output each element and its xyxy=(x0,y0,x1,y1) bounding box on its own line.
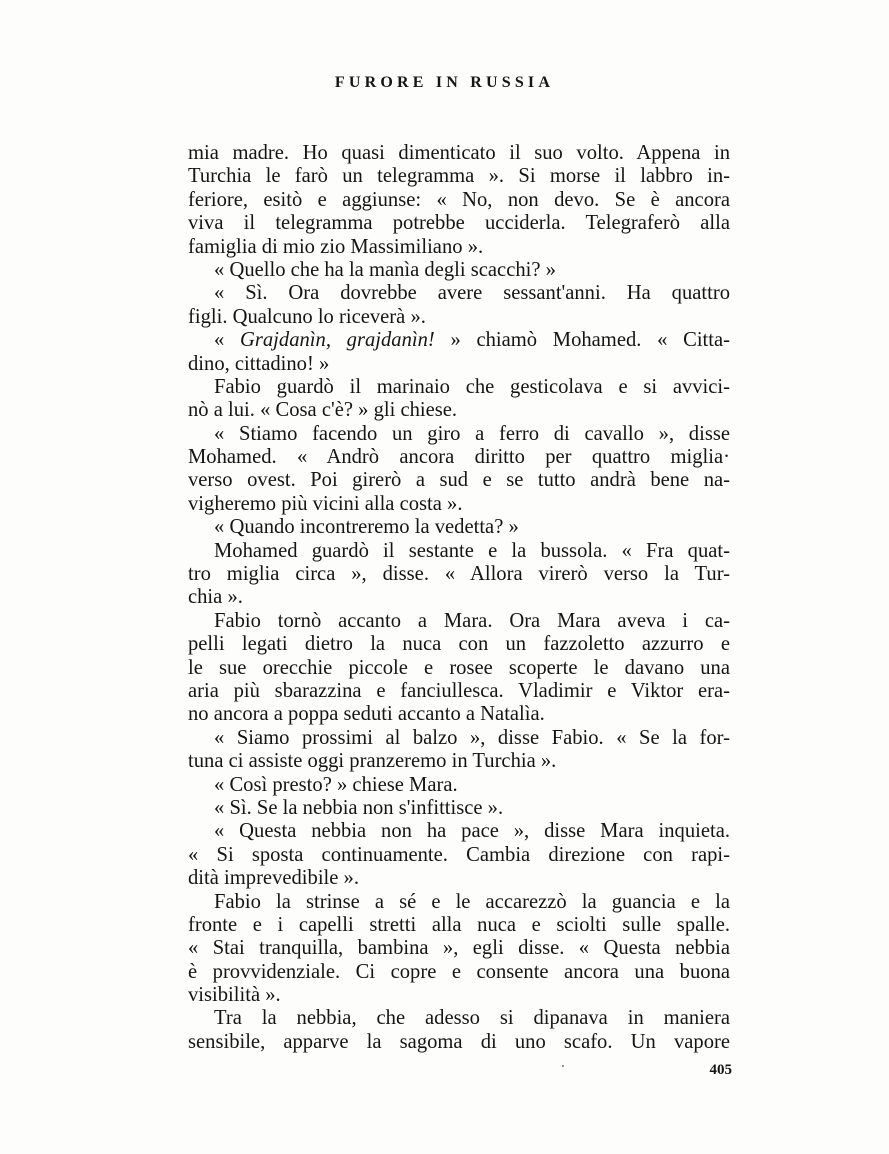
text-line: « Stai tranquilla, bambina », egli disse. « Questa nebbia xyxy=(188,937,730,960)
text-line: nò a lui. « Cosa c'è? » gli chiese. xyxy=(188,399,458,422)
text-line: Tra la nebbia, che adesso si dipanava in maniera xyxy=(214,1007,730,1030)
text-line: aria più sbarazzina e fanciullesca. Vladimir e Viktor era- xyxy=(188,679,730,702)
text-line: « Questa nebbia non ha pace », disse Mara inquieta. xyxy=(214,820,730,843)
text-line: è provvidenziale. Ci copre e consente ancora una buona xyxy=(188,960,730,983)
text-line: sensibile, apparve la sagoma di uno scafo. Un vapore xyxy=(188,1030,730,1053)
text-line: pelli legati dietro la nuca con un fazzoletto azzurro e xyxy=(188,633,730,656)
text-line: « Quello che ha la manìa degli scacchi? » xyxy=(214,258,556,281)
text-line: dino, cittadino! » xyxy=(188,352,330,375)
text-line: « Quando incontreremo la vedetta? » xyxy=(214,516,519,539)
text-line: dità imprevedibile ». xyxy=(188,867,359,890)
text-line: Mohamed. « Andrò ancora diritto per quattro miglia· xyxy=(188,446,730,469)
page-number: 405 xyxy=(709,1062,732,1078)
text-line: Fabio la strinse a sé e le accarezzò la guancia e la xyxy=(214,890,730,913)
text-line: « Grajdanìn, grajdanìn! » chiamò Mohamed. « Citta- xyxy=(214,329,730,352)
text-line: viva il telegramma potrebbe ucciderla. Telegraferò alla xyxy=(188,212,730,235)
text-line: Turchia le farò un telegramma ». Si morse il labbro in- xyxy=(188,165,730,188)
text-line: tro miglia circa », disse. « Allora virerò verso la Tur- xyxy=(188,563,730,586)
text-line: famiglia di mio zio Massimiliano ». xyxy=(188,235,484,258)
text-line: Fabio guardò il marinaio che gesticolava e si avvici- xyxy=(214,375,730,398)
text-line: « Sì. Se la nebbia non s'infittisce ». xyxy=(214,796,504,819)
text-line: le sue orecchie piccole e rosee scoperte le davano una xyxy=(188,656,730,679)
text-line: « Sì. Ora dovrebbe avere sessant'anni. Ha quattro xyxy=(214,282,730,305)
text-line: « Si sposta continuamente. Cambia direzione con rapi- xyxy=(188,843,730,866)
text-line: tuna ci assiste oggi pranzeremo in Turchia ». xyxy=(188,750,557,773)
print-speck xyxy=(562,1065,564,1067)
text-line: vigheremo più vicini alla costa ». xyxy=(188,492,463,515)
text-line: « Così presto? » chiese Mara. xyxy=(214,773,458,796)
text-line: Fabio tornò accanto a Mara. Ora Mara aveva i ca- xyxy=(214,609,730,632)
text-line: chia ». xyxy=(188,586,243,609)
running-header: FURORE IN RUSSIA xyxy=(334,74,555,91)
text-line: Mohamed guardò il sestante e la bussola. « Fra quat- xyxy=(214,539,730,562)
italic-phrase: Grajdanìn, grajdanìn! xyxy=(240,329,435,352)
text-line: no ancora a poppa seduti accanto a Natalìa. xyxy=(188,703,545,726)
body-text xyxy=(188,142,730,1054)
text-line: figli. Qualcuno lo riceverà ». xyxy=(188,305,426,328)
text-line: mia madre. Ho quasi dimenticato il suo volto. Appena in xyxy=(188,142,730,164)
text-line: « Siamo prossimi al balzo », disse Fabio. « Se la for- xyxy=(214,726,730,749)
text-line: verso ovest. Poi girerò a sud e se tutto andrà bene na- xyxy=(188,469,730,492)
text-line: « Stiamo facendo un giro a ferro di cavallo », disse xyxy=(214,422,730,445)
text-line: feriore, esitò e aggiunse: « No, non devo. Se è ancora xyxy=(188,188,730,211)
text-line: fronte e i capelli stretti alla nuca e sciolti sulle spalle. xyxy=(188,913,730,936)
text-line: visibilità ». xyxy=(188,984,281,1007)
